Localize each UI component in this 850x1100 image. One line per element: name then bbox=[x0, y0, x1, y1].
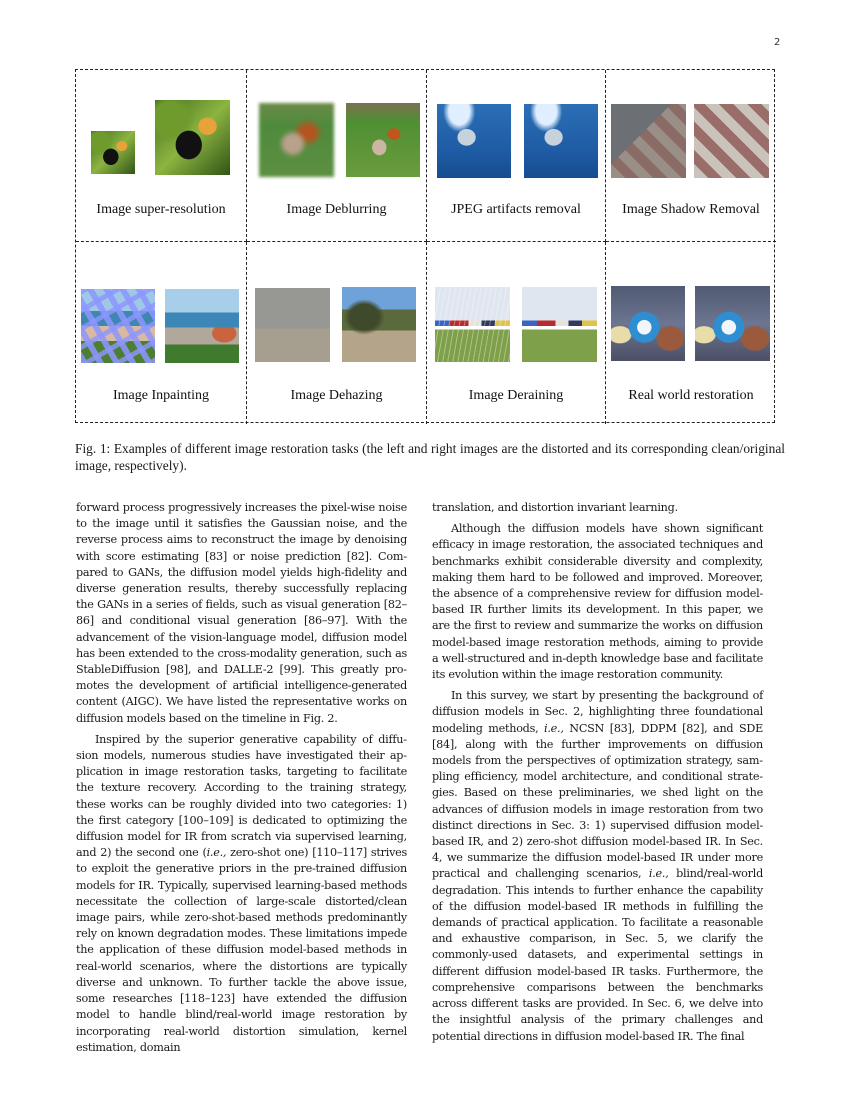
image-cartoon-restored bbox=[695, 286, 770, 361]
paragraph: In this survey, we start by presenting the background of diffusion models in Sec. 2, highlighting three foundational modeling methods, i.e., NCSN [83], DDPM [82], and SDE [84], along with the further improvements on diffusion models from the perspectives of optimization strategy, sampling efficiency, model architecture, and conditional strategies. Based on these preliminaries, we shed light on the advances of diffusion models in image restoration from two distinct directions in Sec. 3: 1) supervised diffusion model-based IR, and 2) zero-shot diffusion model-based IR. In Sec. 4, we summarize the diffusion model-based IR under more practical and challenging scenarios, i.e., blind/real-world degradation. This intends to further enhance the capability of the diffusion model-based IR methods in fulfilling the demands of practical application. To facilitate a reasonable and exhaustive comparison, in Sec. 5, we clarify the commonly-used datasets, and experimental settings in different diffusion model-based IR tasks. Furthermore, the comprehensive comparisons between the benchmarks across different tasks are provided. In Sec. 6, we delve into the insightful analysis of the primary challenges and potential directions in diffusion model-based IR. The final bbox=[432, 689, 763, 1043]
figure-cell-label: Image Deraining bbox=[468, 388, 564, 403]
image-squirrel-sharp bbox=[346, 103, 420, 177]
figure-cell-label: Real world restoration bbox=[628, 388, 754, 403]
paragraph: translation, and distortion invariant learning. bbox=[432, 501, 678, 514]
figure-cell-real-world bbox=[606, 242, 776, 424]
figure-cell-label: Image Inpainting bbox=[112, 388, 210, 403]
image-park-clear bbox=[342, 287, 416, 362]
image-cartoon-degraded bbox=[611, 286, 685, 361]
paragraph: Inspired by the superior generative capability of diffusion models, numerous studies have investigated their application in image restoration tasks, targeting to facilitate the texture recovery. According to the training strategy, these works can be roughly divided into two categories: 1) the first category [100–109] is dedicated to optimizing the diffusion model for IR from scratch via supervised learning, and 2) the second one (i.e., zero-shot one) [110–117] strives to exploit the generative priors in the pre-trained diffusion models for IR. Typically, supervised learning-based methods necessitate the collection of large-scale distorted/clean image pairs, while zero-shot-based methods predominantly rely on known degradation modes. These limitations impede the application of these diffusion model-based methods in real-world scenarios, where the distortions are typically diverse and unknown. To further tackle the above issue, some researches [118–123] have extended the diffusion model to handle blind/real-world image restoration by incorporating real-world distortion simulation, kernel estimation, domain bbox=[76, 732, 407, 1054]
page-number: 2 bbox=[774, 37, 781, 48]
figure-cell-jpeg-artifacts bbox=[427, 70, 606, 242]
figure-cell-inpainting bbox=[76, 242, 247, 424]
figure-cell-label: Image Dehazing bbox=[290, 388, 383, 403]
image-toucan-low-res bbox=[91, 131, 135, 174]
figure-cell-label: Image Shadow Removal bbox=[622, 202, 760, 217]
image-park-hazy bbox=[255, 288, 330, 362]
image-seaside-complete bbox=[165, 289, 239, 363]
image-field-rainy bbox=[435, 287, 510, 362]
figure-caption: Fig. 1: Examples of different image restoration tasks (the left and right images are the distorted and its corresponding clean/original image, respectively). bbox=[75, 441, 785, 473]
figure-cell-label: JPEG artifacts removal bbox=[451, 202, 581, 217]
figure-1 bbox=[75, 69, 775, 423]
left-column bbox=[76, 500, 407, 1056]
image-seaside-masked bbox=[81, 289, 155, 363]
figure-cell-label: Image Deblurring bbox=[286, 202, 387, 217]
image-toucan-high-res bbox=[155, 100, 230, 175]
image-squirrel-blurred bbox=[259, 103, 334, 177]
italic-abbreviation: i.e., bbox=[648, 867, 669, 881]
paragraph: Although the diffusion models have shown significant efficacy in image restoration, the associated techniques and benchmarks exhibit considerable diversity and complexity, making them hard to be followed and improved. Moreover, the absence of a comprehensive review for diffusion model-based IR further limits its development. In this paper, we are the first to review and summarize the works on diffusion model-based image restoration methods, aiming to provide a well-structured and in-depth knowledge base and facilitate its evolution within the image restoration community. bbox=[432, 522, 763, 682]
figure-cell-deraining bbox=[427, 242, 606, 424]
figure-cell-super-resolution bbox=[76, 70, 247, 242]
italic-abbreviation: i.e., bbox=[206, 846, 227, 860]
paragraph: forward process progressively increases the pixel-wise noise to the image until it satisfies the Gaussian noise, and the reverse process aims to reconstruct the image by denoising with score estimating [83] or noise prediction [82]. Compared to GANs, the diffusion model yields high-fidelity and diverse generation results, thereby successfully replacing the GANs in a series of fields, such as visual generation [82–​86] and conditional visual generation [86–97]. With the advancement of the vision-language model, diffusion model has been extended to the cross-modality generation, such as StableDiffusion [98], and DALLE-2 [99]. This greatly promotes the development of artificial intelligence-generated content (AIGC). We have listed the representative works on diffusion models based on the timeline in Fig. 2. bbox=[76, 501, 407, 725]
image-field-clean bbox=[522, 287, 597, 362]
image-pavement-clean bbox=[694, 104, 769, 178]
figure-cell-label: Image super-resolution bbox=[96, 202, 226, 217]
figure-cell-deblurring bbox=[247, 70, 427, 242]
figure-cell-dehazing bbox=[247, 242, 427, 424]
figure-cell-shadow-removal bbox=[606, 70, 776, 242]
right-column bbox=[432, 500, 763, 1045]
image-pavement-shadowed bbox=[611, 104, 686, 178]
italic-abbreviation: i.e., bbox=[544, 721, 564, 735]
image-shark-compressed bbox=[437, 104, 511, 178]
image-shark-clean bbox=[524, 104, 598, 178]
